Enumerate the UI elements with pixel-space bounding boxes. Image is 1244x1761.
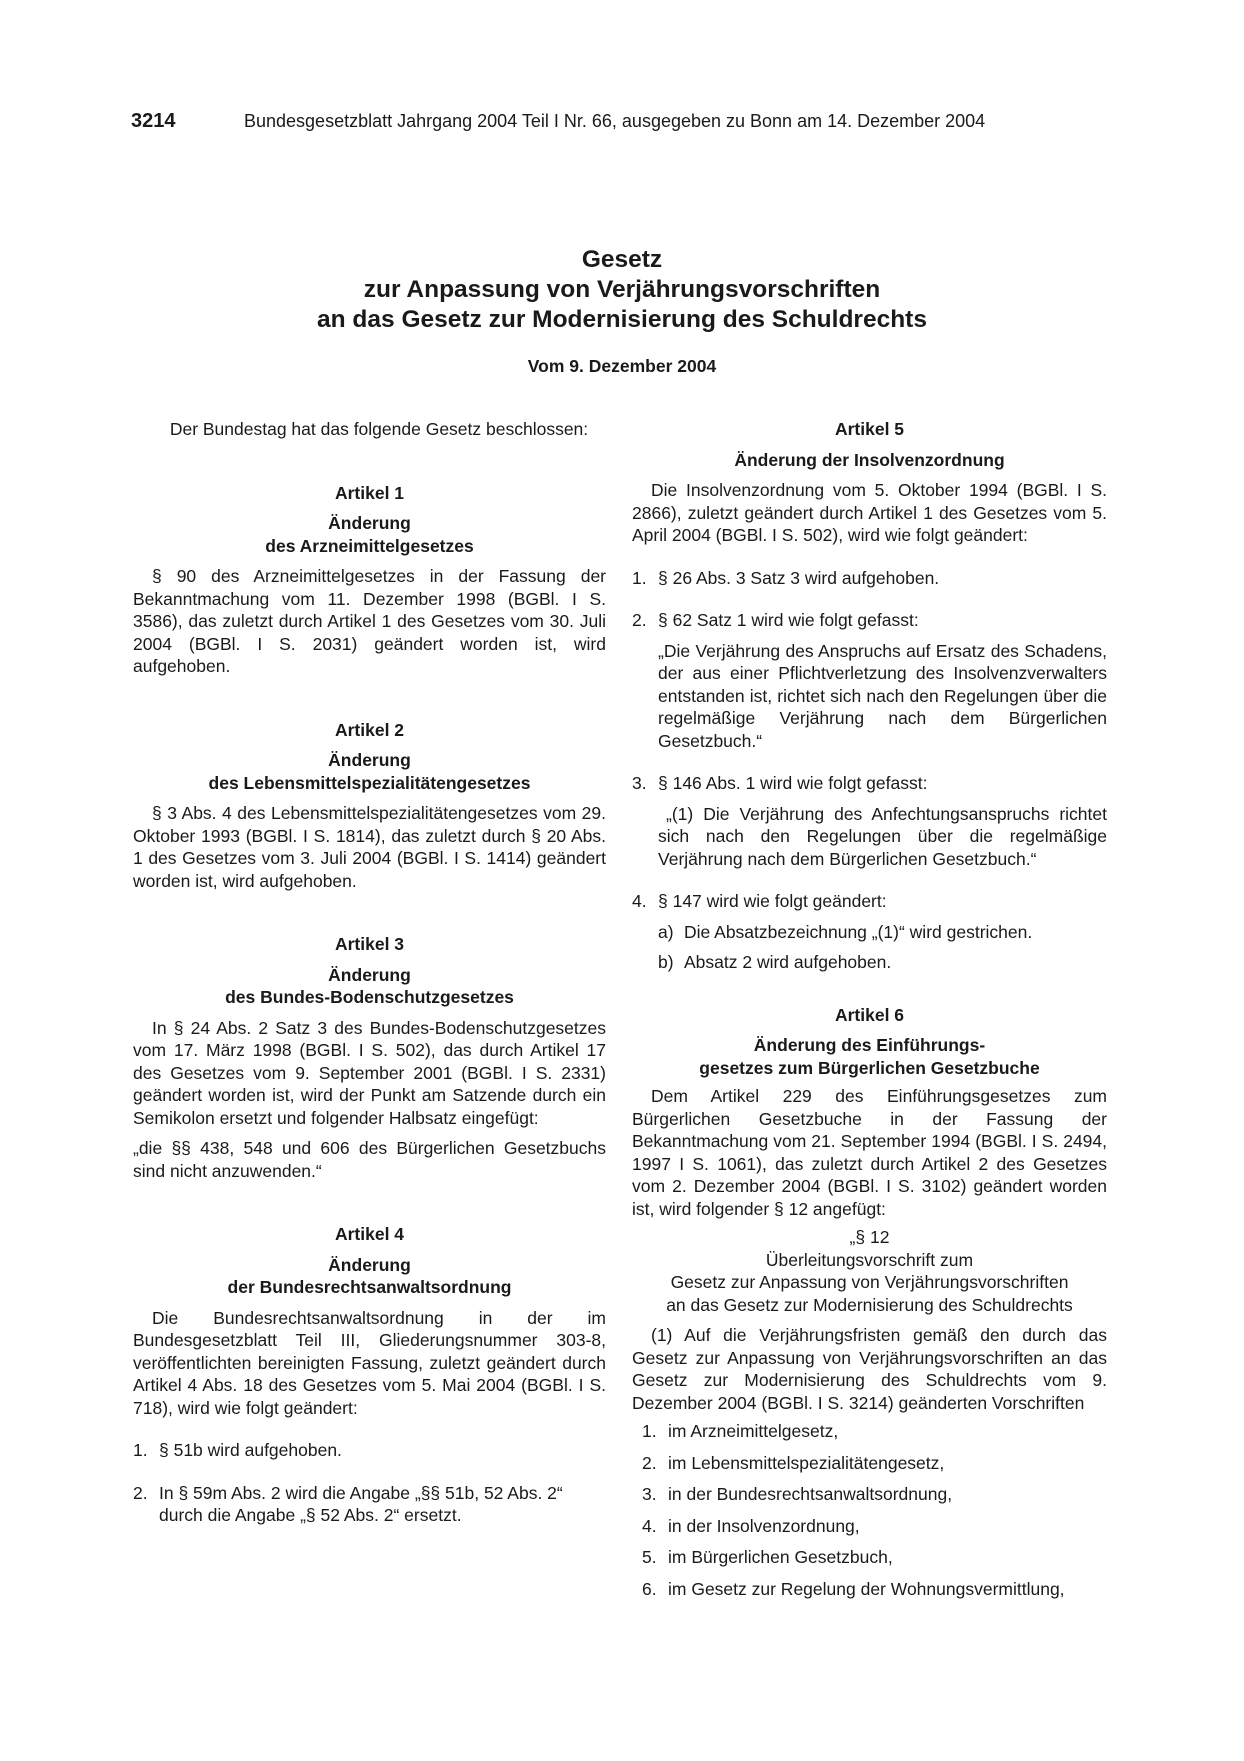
list-text: § 26 Abs. 3 Satz 3 wird aufgehoben. bbox=[658, 567, 940, 588]
article-2-title-1: Änderung bbox=[328, 750, 411, 770]
article-2-number: Artikel 2 bbox=[334, 719, 405, 740]
list-number: 3. bbox=[632, 773, 647, 793]
sub-item-letter: a) bbox=[658, 921, 674, 942]
article-5-number: Artikel 5 bbox=[834, 419, 905, 439]
article-1-body: § 90 des Arzneimittelgesetzes in der Fassung der Bekanntmachung vom 11. Dezember 1998 (BGBl. I S. 3586), das zuletzt durch Artikel 1 des Gesetzes vom 30. Juli 2004 (BGBl. I S. 2031) geändert worden ist, wird aufgehoben. bbox=[133, 566, 606, 676]
sub-item-a bbox=[658, 921, 1107, 944]
article-4-title-2: der Bundesrechtsanwaltsordnung bbox=[227, 1277, 512, 1297]
paragraph-12-list bbox=[632, 1414, 1107, 1600]
list-number: 6. bbox=[642, 1578, 657, 1599]
list-text: In § 59m Abs. 2 wird die Angabe „§§ 51b, 52 Abs. 2“ durch die Angabe „§ 52 Abs. 2“ ersetzt. bbox=[159, 1482, 563, 1525]
article-6-title-1: Änderung des Einführungs- bbox=[753, 1035, 986, 1055]
article-2-title-2: des Lebensmittelspezialitätengesetzes bbox=[208, 772, 531, 793]
list-number: 1. bbox=[133, 1440, 148, 1460]
article-4-title-1: Änderung bbox=[328, 1254, 411, 1275]
running-title: Bundesgesetzblatt Jahrgang 2004 Teil I Nr. 66, ausgegeben zu Bonn am 14. Dezember 2004 bbox=[244, 111, 986, 131]
article-5-item-3-quote: „(1) Die Verjährung des Anfechtungsanspruchs richtet sich nach den Regelungen über die regelmäßige Verjährung nach dem Bürgerlichen Gesetzbuch.“ bbox=[658, 803, 1107, 869]
title-line-1: Gesetz bbox=[581, 246, 663, 273]
article-4-item-1 bbox=[133, 1439, 606, 1462]
list-text: § 51b wird aufgehoben. bbox=[159, 1440, 342, 1460]
list-number: 2. bbox=[642, 1452, 657, 1473]
list-number: 2. bbox=[133, 1482, 148, 1503]
article-5-item-3 bbox=[632, 772, 1107, 870]
sub-item-letter: b) bbox=[658, 952, 674, 972]
list-number: 1. bbox=[632, 567, 647, 588]
article-4-item-2 bbox=[133, 1482, 606, 1527]
paragraph-12-heading: „§ 12 bbox=[849, 1227, 890, 1247]
paragraph-12-title-2: Gesetz zur Anpassung von Verjährungsvorschriften bbox=[670, 1272, 1069, 1292]
paragraph-12-title-3: an das Gesetz zur Modernisierung des Schuldrechts bbox=[666, 1294, 1073, 1315]
list-text: § 146 Abs. 1 wird wie folgt gefasst: bbox=[658, 773, 928, 793]
article-6-number: Artikel 6 bbox=[834, 1004, 905, 1025]
list-item bbox=[642, 1515, 1107, 1538]
intro-text: Der Bundestag hat das folgende Gesetz beschlossen: bbox=[169, 419, 589, 439]
paragraph-12-title-1: Überleitungsvorschrift zum bbox=[765, 1249, 974, 1270]
list-text: § 62 Satz 1 wird wie folgt gefasst: bbox=[658, 610, 919, 630]
list-item bbox=[642, 1546, 1107, 1569]
list-text: in der Insolvenzordnung, bbox=[668, 1515, 860, 1536]
list-number: 4. bbox=[632, 891, 647, 911]
article-1-number: Artikel 1 bbox=[334, 482, 405, 503]
article-3-number: Artikel 3 bbox=[334, 934, 405, 954]
list-number: 5. bbox=[642, 1547, 657, 1567]
article-1-title-2: des Arzneimittelgesetzes bbox=[265, 535, 474, 556]
article-2-body: § 3 Abs. 4 des Lebensmittelspezialitätengesetzes vom 29. Oktober 1993 (BGBl. I S. 1814), das zuletzt durch § 20 Abs. 1 des Gesetzes vom 3. Juli 2004 (BGBl. I S. 1414) geändert worden ist, wird aufgehoben. bbox=[133, 803, 606, 891]
article-5-item-4 bbox=[632, 890, 1107, 974]
title-line-3: an das Gesetz zur Modernisierung des Schuldrechts bbox=[317, 306, 927, 333]
list-number: 3. bbox=[642, 1484, 657, 1504]
list-item bbox=[642, 1452, 1107, 1475]
article-5-title: Änderung der Insolvenzordnung bbox=[734, 449, 1005, 470]
article-4-body: Die Bundesrechtsanwaltsordnung in der im Bundesgesetzblatt Teil III, Gliederungsnummer 303-8, veröffentlichten bereinigten Fassung, zuletzt geändert durch Artikel 4 Abs. 18 des Gesetzes vom 5. Mai 2004 (BGBl. I S. 718), wird wie folgt geändert: bbox=[133, 1307, 606, 1418]
article-3-body: In § 24 Abs. 2 Satz 3 des Bundes-Bodenschutzgesetzes vom 17. März 1998 (BGBl. I S. 502), das durch Artikel 17 des Gesetzes vom 9. September 2001 (BGBl. I S. 2331) geändert worden ist, wird der Punkt am Satzende durch ein Semikolon ersetzt und folgender Halbsatz eingefügt: bbox=[133, 1017, 606, 1128]
article-3-title-1: Änderung bbox=[328, 964, 411, 985]
list-text: im Gesetz zur Regelung der Wohnungsvermittlung, bbox=[668, 1578, 1065, 1599]
article-5-item-2 bbox=[632, 609, 1107, 752]
sub-item-text: Absatz 2 wird aufgehoben. bbox=[684, 952, 892, 972]
right-column bbox=[632, 418, 1107, 1600]
list-item bbox=[642, 1420, 1107, 1443]
list-text: § 147 wird wie folgt geändert: bbox=[658, 891, 887, 911]
list-text: in der Bundesrechtsanwaltsordnung, bbox=[668, 1484, 953, 1504]
paragraph-12-body: (1) Auf die Verjährungsfristen gemäß den durch das Gesetz zur Anpassung von Verjährungsvorschriften an das Gesetz zur Modernisierung des Schuldrechts vom 9. Dezember 2004 (BGBl. I S. 3214) geänderten Vorschriften bbox=[632, 1325, 1107, 1413]
list-number: 4. bbox=[642, 1515, 657, 1536]
law-title bbox=[0, 245, 1244, 335]
list-number: 1. bbox=[642, 1421, 657, 1441]
title-line-2: zur Anpassung von Verjährungsvorschriften bbox=[363, 276, 881, 303]
running-header bbox=[131, 110, 985, 133]
list-number: 2. bbox=[632, 610, 647, 630]
page-number: 3214 bbox=[131, 110, 176, 132]
article-3-title-2: des Bundes-Bodenschutzgesetzes bbox=[225, 987, 514, 1007]
article-5-body: Die Insolvenzordnung vom 5. Oktober 1994 (BGBl. I S. 2866), zuletzt geändert durch Artikel 1 des Gesetzes vom 5. April 2004 (BGBl. I S. 502), wird wie folgt geändert: bbox=[632, 480, 1107, 545]
article-5-item-1 bbox=[632, 567, 1107, 590]
article-4-number: Artikel 4 bbox=[334, 1224, 405, 1244]
list-text: im Bürgerlichen Gesetzbuch, bbox=[668, 1547, 893, 1567]
article-3-quote: „die §§ 438, 548 und 606 des Bürgerlichen Gesetzbuchs sind nicht anzuwenden.“ bbox=[133, 1138, 606, 1181]
list-text: im Lebensmittelspezialitätengesetz, bbox=[668, 1452, 945, 1473]
article-6-title-2: gesetzes zum Bürgerlichen Gesetzbuche bbox=[699, 1057, 1040, 1078]
law-date: Vom 9. Dezember 2004 bbox=[527, 356, 717, 376]
sub-item-text: Die Absatzbezeichnung „(1)“ wird gestrichen. bbox=[684, 921, 1033, 942]
article-1-title-1: Änderung bbox=[328, 513, 411, 533]
list-text: im Arzneimittelgesetz, bbox=[668, 1421, 839, 1441]
left-column bbox=[133, 418, 606, 1527]
list-item bbox=[642, 1578, 1107, 1601]
article-5-item-2-quote: „Die Verjährung des Anspruchs auf Ersatz des Schadens, der aus einer Pflichtverletzung des Insolvenzverwalters entstanden ist, richtet sich nach den Regelungen über die regelmäßige Verjährung nach dem Bürgerlichen Gesetzbuch.“ bbox=[658, 640, 1107, 751]
list-item bbox=[642, 1483, 1107, 1506]
article-6-body: Dem Artikel 229 des Einführungsgesetzes zum Bürgerlichen Gesetzbuche in der Fassung der Bekanntmachung vom 21. September 1994 (BGBl. I S. 2494, 1997 I S. 1061), das zuletzt durch Artikel 2 des Gesetzes vom 2. Dezember 2004 (BGBl. I S. 3102) geändert worden ist, wird folgender § 12 angefügt: bbox=[632, 1086, 1107, 1219]
sub-item-b bbox=[658, 951, 1107, 974]
